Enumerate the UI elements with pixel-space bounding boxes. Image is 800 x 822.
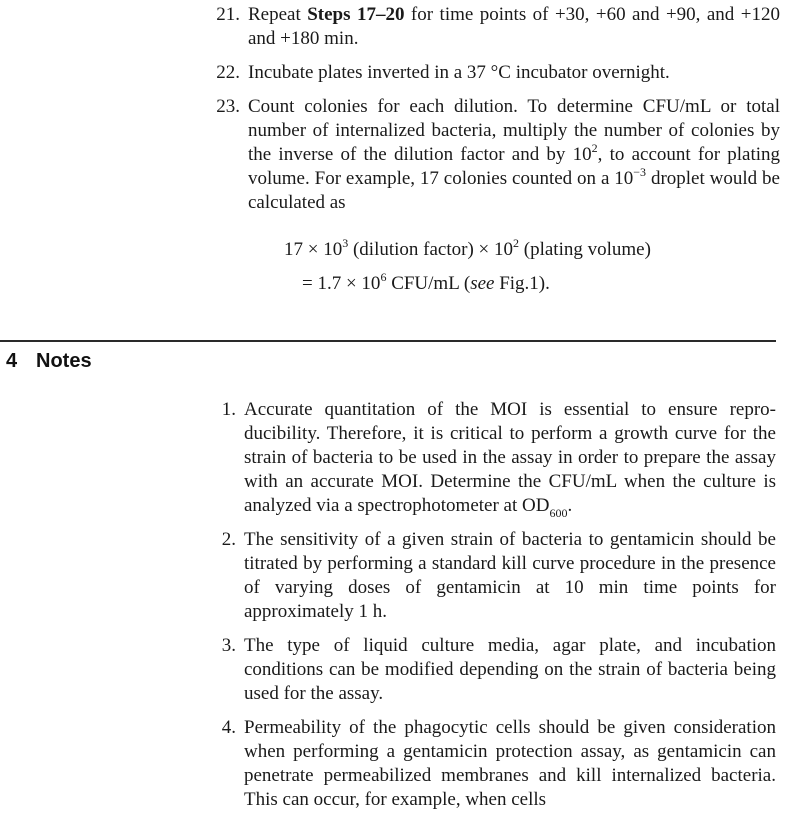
section-number: 4 <box>6 350 18 372</box>
note-text: The type of liquid culture media, agar plate, and incubation conditions can be modified depending on the strain of bacteria being used for the assay. <box>244 635 776 704</box>
step-number: 23. <box>216 96 240 117</box>
note-number: 1. <box>221 399 236 420</box>
protocol-steps <box>0 3 800 311</box>
note-number: 2. <box>221 529 236 550</box>
step-text: Incubate plates inverted in a 37 °C incubator overnight. <box>248 62 670 83</box>
note-4 <box>0 716 800 812</box>
section-heading <box>6 349 92 373</box>
section-title: Notes <box>36 350 92 372</box>
equation-line-1: $17 \times 10^3$ (dilution factor) × $10^2$ (plating volume) <box>284 235 651 260</box>
step-text <box>248 95 780 301</box>
note-number: 4. <box>221 717 236 738</box>
note-number: 3. <box>221 635 236 656</box>
step-22 <box>0 61 800 85</box>
note-text: The sensitivity of a given strain of bacteria to gentamicin should be titrated by performing a standard kill curve procedure in the presence of varying doses of gentamicin at 10 min time points for approximately 1 h. <box>244 529 776 622</box>
notes-list <box>0 398 800 822</box>
step-21 <box>0 3 800 51</box>
see-reference: see <box>470 273 495 294</box>
note-1 <box>0 398 800 518</box>
step-number: 21. <box>216 4 240 25</box>
note-3 <box>0 634 800 706</box>
note-text: Permeability of the phagocytic cells should be given consideration when performing a gentamicin protection assay, as gentamicin can penetrate permeabilized membranes and kill internalized bacteria. This can occur, for example, when cells <box>244 717 776 810</box>
step-reference: Steps 17–20 <box>307 4 405 25</box>
step-text: Repeat Steps 17–20 for time points of +30, +60 and +90, and +120 and +180 min. <box>248 4 780 49</box>
section-divider <box>0 340 776 342</box>
equation-line-2: = $1.7 \times 10^6$ CFU/mL (see Fig.1). <box>302 269 550 294</box>
calculation-equation <box>248 233 780 301</box>
step-paragraph: Count colonies for each dilution. To determine CFU/mL or total number of internalized bacteria, multiply the number of colonies by the inverse of the dilution factor and by $10^2$, to account for plating volume. For example, 17 colonies counted on a $10^{-3}$ droplet would be calculated as <box>248 96 781 213</box>
note-text: Accurate quantitation of the MOI is essential to ensure reproducibility. Therefore, it is critical to perform a growth curve for the strain of bacteria to be used in the assay in order to prepare the assay with an accurate MOI. Determine the CFU/mL when the culture is analyzed via a spectrophotometer at $OD_{600}$. <box>244 399 776 520</box>
step-number: 22. <box>216 62 240 83</box>
note-2 <box>0 528 800 624</box>
step-23 <box>0 95 800 301</box>
